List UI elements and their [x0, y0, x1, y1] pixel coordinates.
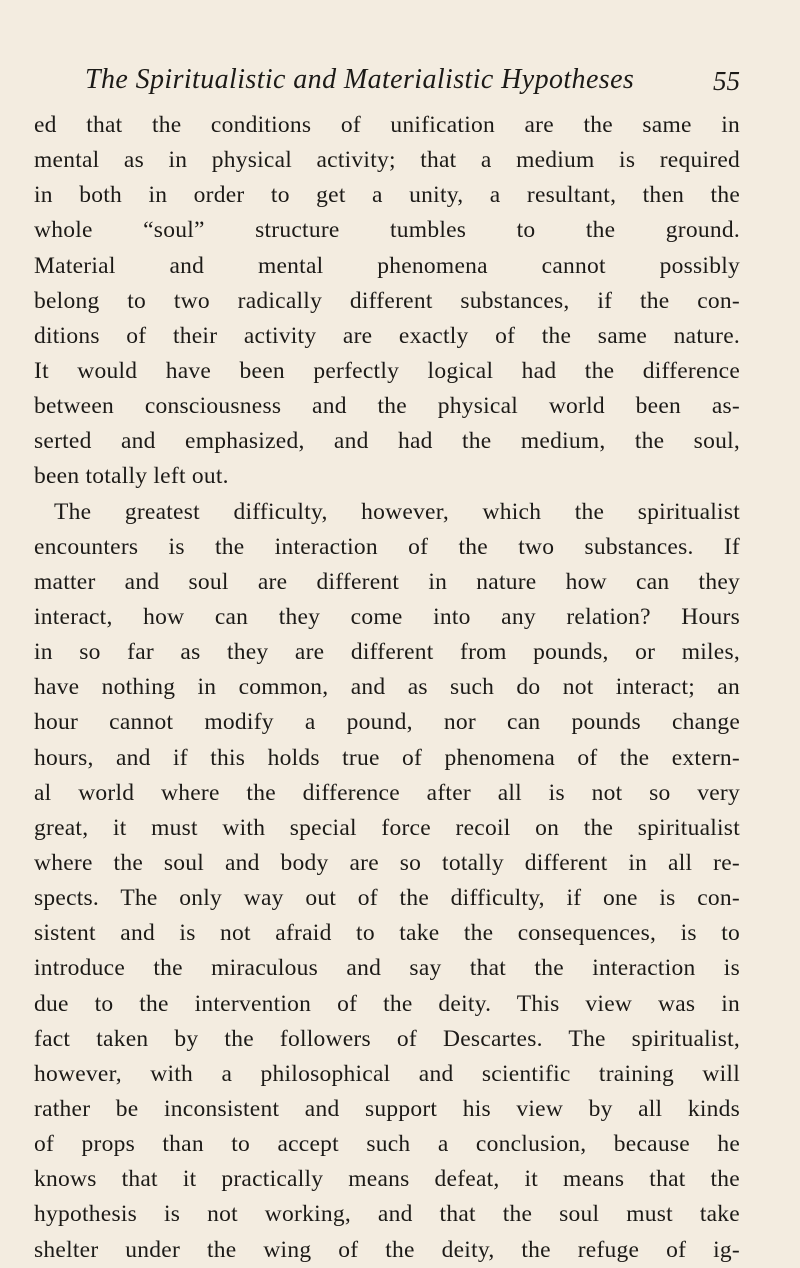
text-line: hypothesis is not working, and that the soul must take — [34, 1201, 740, 1228]
text-line: in so far as they are different from pounds, or miles, — [34, 639, 740, 666]
text-line: serted and emphasized, and had the medium, the soul, — [34, 428, 740, 455]
text-line: great, it must with special force recoil on the spiritualist — [34, 814, 740, 841]
body-text — [34, 108, 740, 1268]
text-line: introduce the miraculous and say that the interaction is — [34, 955, 740, 982]
text-line: in both in order to get a unity, a resultant, then the — [34, 182, 740, 209]
text-line: rather be inconsistent and support his view by all kinds — [34, 1095, 740, 1122]
text-line: knows that it practically means defeat, it means that the — [34, 1166, 740, 1193]
text-line: ditions of their activity are exactly of the same nature. — [34, 322, 740, 349]
text-line: shelter under the wing of the deity, the refuge of ig- — [34, 1236, 740, 1263]
text-line: belong to two radically different substances, if the con- — [34, 287, 740, 314]
text-line: fact taken by the followers of Descartes. The spiritualist, — [34, 1025, 740, 1052]
text-line: between consciousness and the physical world been as- — [34, 393, 740, 420]
text-line: It would have been perfectly logical had the difference — [34, 357, 740, 384]
text-line: however, with a philosophical and scientific training will — [34, 1060, 740, 1087]
text-line: Material and mental phenomena cannot possibly — [34, 252, 740, 279]
page-number: 55 — [713, 66, 740, 96]
text-line: due to the intervention of the deity. This view was in — [34, 990, 740, 1017]
text-line: ed that the conditions of unification are the same in — [34, 112, 740, 138]
paragraph-end-line: been totally left out. — [34, 463, 229, 490]
text-line: mental as in physical activity; that a medium is required — [34, 147, 740, 174]
text-line: have nothing in common, and as such do not interact; an — [34, 674, 740, 701]
running-head — [85, 64, 740, 104]
text-line: al world where the difference after all is not so very — [34, 779, 740, 806]
text-line: sistent and is not afraid to take the consequences, is to — [34, 920, 740, 947]
text-line: of props than to accept such a conclusion, because he — [34, 1131, 740, 1158]
text-line: where the soul and body are so totally different in all re- — [34, 849, 740, 876]
text-line: matter and soul are different in nature how can they — [34, 568, 740, 595]
text-line: encounters is the interaction of the two substances. If — [34, 533, 740, 560]
text-line: spects. The only way out of the difficulty, if one is con- — [34, 885, 740, 912]
text-line: hour cannot modify a pound, nor can pounds change — [34, 709, 740, 736]
paragraph-start-line: The greatest difficulty, however, which the spiritualist — [54, 498, 740, 525]
running-title: The Spiritualistic and Materialistic Hypotheses — [85, 64, 635, 95]
text-line: interact, how can they come into any relation? Hours — [34, 603, 740, 630]
text-line: hours, and if this holds true of phenomena of the extern- — [34, 744, 740, 771]
text-line: whole “soul” structure tumbles to the ground. — [34, 217, 740, 244]
